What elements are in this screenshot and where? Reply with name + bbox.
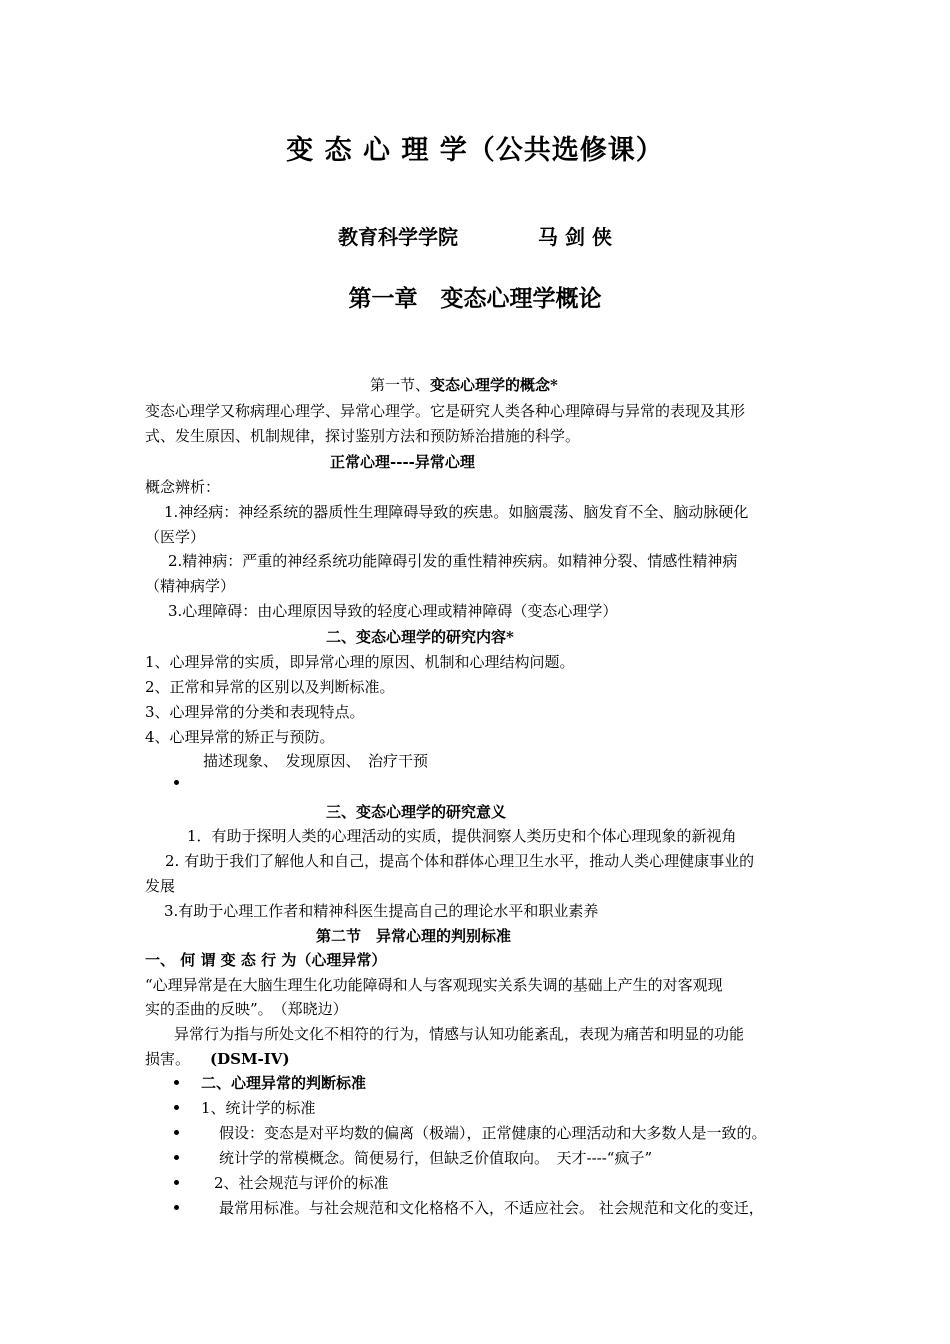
research-item-1: 1、心理异常的实质，即异常心理的原因、机制和心理结构问题。 bbox=[145, 653, 575, 671]
document-title: 变 态 心 理 学（公共选修课） bbox=[286, 135, 664, 166]
meaning-item-2-line-2: 发展 bbox=[145, 877, 176, 895]
criteria-social-norms: 2、社会规范与评价的标准 bbox=[214, 1174, 389, 1192]
criteria-statistical: 1、统计学的标准 bbox=[201, 1099, 316, 1117]
abnormal-behavior-heading: 一、 何 谓 变 态 行 为（心理异常） bbox=[145, 951, 387, 969]
statistical-norm: 统计学的常模概念。简便易行，但缺乏价值取向。 天才----“疯子” bbox=[219, 1149, 653, 1167]
section-1-heading bbox=[370, 375, 558, 395]
definition-line-1: 变态心理学又称病理心理学、异常心理学。它是研究人类各种心理障碍与异常的表现及其形 bbox=[145, 402, 746, 420]
normal-abnormal-heading: 正常心理----异常心理 bbox=[330, 453, 475, 471]
bullet-icon bbox=[174, 1080, 179, 1085]
section-1-heading-title: 变态心理学的概念* bbox=[430, 376, 558, 394]
chapter-section-2-heading: 第二节 异常心理的判别标准 bbox=[316, 927, 512, 945]
research-item-3: 3、心理异常的分类和表现特点。 bbox=[145, 703, 365, 721]
statistical-assumption: 假设：变态是对平均数的偏离（极端），正常健康的心理活动和大多数人是一致的。 bbox=[219, 1124, 767, 1142]
research-summary: 描述现象、 发现原因、 治疗干预 bbox=[203, 752, 429, 770]
concept-2-line-1: 2.精神病：严重的神经系统功能障碍引发的重性精神疾病。如精神分裂、情感性精神病 bbox=[168, 552, 738, 570]
definition-line-2: 式、发生原因、机制规律，探讨鉴别方法和预防矫治措施的科学。 bbox=[145, 427, 581, 445]
concept-2-line-2: （精神病学） bbox=[145, 577, 236, 595]
quote-line-2: 实的歪曲的反映”。 （郑晓边） bbox=[145, 1000, 348, 1018]
bullet-icon bbox=[174, 780, 179, 785]
meaning-item-1: 1．有助于探明人类的心理活动的实质，提供洞察人类历史和个体心理现象的新视角 bbox=[187, 827, 737, 845]
abnormal-definition-line-2 bbox=[145, 1049, 290, 1069]
chapter-title: 第一章 变态心理学概论 bbox=[348, 286, 602, 312]
section-3-heading: 三、变态心理学的研究意义 bbox=[326, 803, 507, 821]
meaning-item-3: 3.有助于心理工作者和精神科医生提高自己的理论水平和职业素养 bbox=[164, 902, 599, 920]
quote-line-1: “心理异常是在大脑生理生化功能障碍和人与客观现实关系失调的基础上产生的对客观现 bbox=[145, 976, 723, 994]
abnormal-definition-line-1: 异常行为指与所处文化不相符的行为，情感与认知功能紊乱，表现为痛苦和明显的功能 bbox=[174, 1025, 745, 1043]
bullet-icon bbox=[174, 1180, 179, 1185]
concept-label: 概念辨析： bbox=[145, 478, 221, 496]
bullet-icon bbox=[174, 1105, 179, 1110]
social-norms-description: 最常用标准。与社会规范和文化格格不入，不适应社会。 社会规范和文化的变迁， bbox=[219, 1199, 764, 1217]
bullet-icon bbox=[174, 1130, 179, 1135]
bullet-icon bbox=[174, 1155, 179, 1160]
abnormal-definition-text: 损害。 bbox=[145, 1050, 191, 1068]
author-line: 教育科学学院 马 剑 侠 bbox=[338, 225, 612, 249]
concept-1-line-1: 1.神经病：神经系统的器质性生理障碍导致的疾患。如脑震荡、脑发育不全、脑动脉硬化 bbox=[164, 503, 749, 521]
meaning-item-2-line-1: 2. 有助于我们了解他人和自己，提高个体和群体心理卫生水平，推动人类心理健康事业的 bbox=[165, 852, 755, 870]
concept-3: 3.心理障碍：由心理原因导致的轻度心理或精神障碍（变态心理学） bbox=[168, 602, 618, 620]
bullet-icon bbox=[174, 1205, 179, 1210]
dsm-reference: (DSM-IV) bbox=[210, 1050, 290, 1068]
concept-1-line-2: （医学） bbox=[145, 528, 206, 546]
research-item-2: 2、正常和异常的区别以及判断标准。 bbox=[145, 678, 395, 696]
section-2-heading: 二、变态心理学的研究内容* bbox=[326, 628, 514, 646]
section-1-heading-prefix: 第一节、 bbox=[370, 376, 431, 394]
criteria-heading: 二、心理异常的判断标准 bbox=[201, 1074, 367, 1092]
research-item-4: 4、心理异常的矫正与预防。 bbox=[145, 728, 335, 746]
